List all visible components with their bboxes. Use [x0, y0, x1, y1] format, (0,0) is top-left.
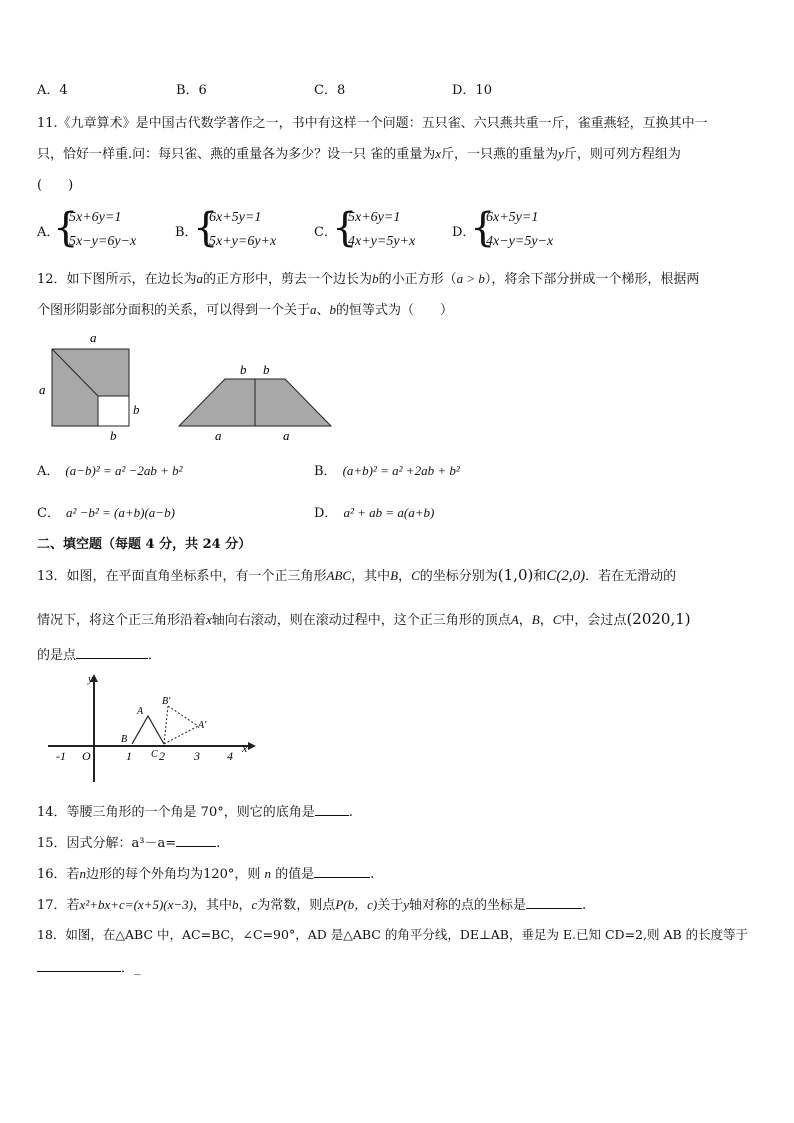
q17: 17．若x²+bx+c=(x+5)(x−3)，其中b，c为常数，则点P(b，c)关于y轴对称的点的坐标是 . [37, 897, 587, 913]
q10-option-a: A．4 [37, 83, 68, 98]
x-axis-label: x [242, 741, 248, 755]
q17-answer-blank [526, 895, 582, 909]
q11-option-a: A． { 5x+6y=1 5x−y=6y−x [37, 205, 137, 251]
q12-label-left-a: a [39, 382, 46, 397]
point-c-label: C [151, 749, 158, 760]
section-2-heading: 二、填空题（每题 4 分，共 24 分） [37, 537, 252, 552]
q12-trap-label-b2: b [263, 362, 270, 377]
point-a-label: A [137, 706, 144, 717]
q12-figure [30, 328, 350, 448]
point-b-label: B [121, 734, 128, 745]
q18-answer-blank [37, 958, 121, 972]
q12-label-right-b: b [133, 402, 140, 417]
q13-line2: 情况下，将这个正三角形沿着x轴向右滚动，则在滚动过程中，这个正三角形的顶点A，B，C中，会过点(2020,1) [37, 610, 691, 628]
q12-option-c: C． a² −b² = (a+b)(a−b) [37, 505, 175, 521]
q14-answer-blank [315, 802, 349, 816]
q13-graph [44, 672, 264, 788]
tick-3: 3 [194, 749, 200, 763]
tick-4: 4 [227, 749, 233, 763]
q11-line2: 只，恰好一样重.问：每只雀、燕的重量各为多少？设一只 雀的重量为x斤，一只燕的重量为y斤，则可列方程组为 [37, 146, 681, 162]
q13-line1: 13．如图，在平面直角坐标系中，有一个正三角形ABC，其中B，C的坐标分别为(1,0)和C(2,0)．若在无滑动的 [37, 566, 677, 584]
q12-line1: 12．如下图所示，在边长为a的正方形中，剪去一个边长为b的小正方形（a > b），将余下部分拼成一个梯形，根据两 [37, 271, 700, 287]
origin-label: O [82, 749, 91, 763]
y-axis-label: y [88, 673, 93, 685]
q10-option-c: C．8 [314, 83, 346, 98]
q11-option-c: C． { 5x+6y=1 4x+y=5y+x [314, 205, 416, 251]
q12-option-d: D． a² + ab = a(a+b) [314, 505, 435, 521]
q12-label-top-a: a [90, 330, 97, 345]
q10-option-d: D．10 [452, 83, 492, 98]
tick-1: 1 [126, 749, 132, 763]
q18-line2: ．_ [37, 958, 141, 978]
q12-label-bottom-b: b [110, 428, 117, 443]
dashed-ba [168, 706, 198, 726]
q11-option-d: D． { 6x+5y=1 4x−y=5y−x [452, 205, 554, 251]
q12-line2: 个图形阴影部分面积的关系，可以得到一个关于a、b的恒等式为（ ） [37, 302, 454, 318]
q11-line1: 11.《九章算术》是中国古代数学著作之一，书中有这样一个问题：五只雀、六只燕共重一斤，雀重燕轻，互换其中一 [37, 116, 708, 131]
dashed-ca [164, 726, 198, 744]
q12-option-b: B． (a+b)² = a² +2ab + b² [314, 463, 460, 479]
q12-trap-label-b1: b [240, 362, 247, 377]
point-b-prime-label: B' [162, 696, 171, 707]
q16: 16．若n边形的每个外角均为120°，则 n 的值是 . [37, 866, 375, 882]
x-axis-arrow [248, 742, 256, 750]
q12-option-a: A． (a−b)² = a² −2ab + b² [37, 463, 183, 479]
q11-option-b: B． { 6x+5y=1 5x+y=6y+x [175, 205, 277, 251]
q18-line1: 18．如图，在△ABC 中，AC=BC，∠C=90°，AD 是△ABC 的角平分线，DE⊥AB，垂足为 E.已知 CD=2,则 AB 的长度等于 [37, 927, 749, 942]
q16-answer-blank [314, 864, 370, 878]
q11-answer-paren: ( ) [37, 178, 74, 193]
q12-trap-label-a1: a [215, 428, 222, 443]
point-a-prime-label: A' [198, 720, 207, 731]
q12-small-square [98, 396, 129, 426]
triangle-abc [132, 716, 164, 744]
tick-2: 2 [159, 749, 165, 763]
q15: 15．因式分解：a³－a= . [37, 833, 220, 853]
q15-answer-blank [176, 833, 216, 847]
q13-answer-blank [76, 645, 148, 659]
q12-trap-label-a2: a [283, 428, 290, 443]
q14: 14．等腰三角形的一个角是 70°，则它的底角是 . [37, 802, 353, 822]
q13-line3: 的是点 ． [37, 645, 161, 665]
dashed-cb [164, 706, 168, 744]
q10-option-b: B．6 [176, 83, 207, 98]
tick-neg1: -1 [56, 749, 66, 763]
